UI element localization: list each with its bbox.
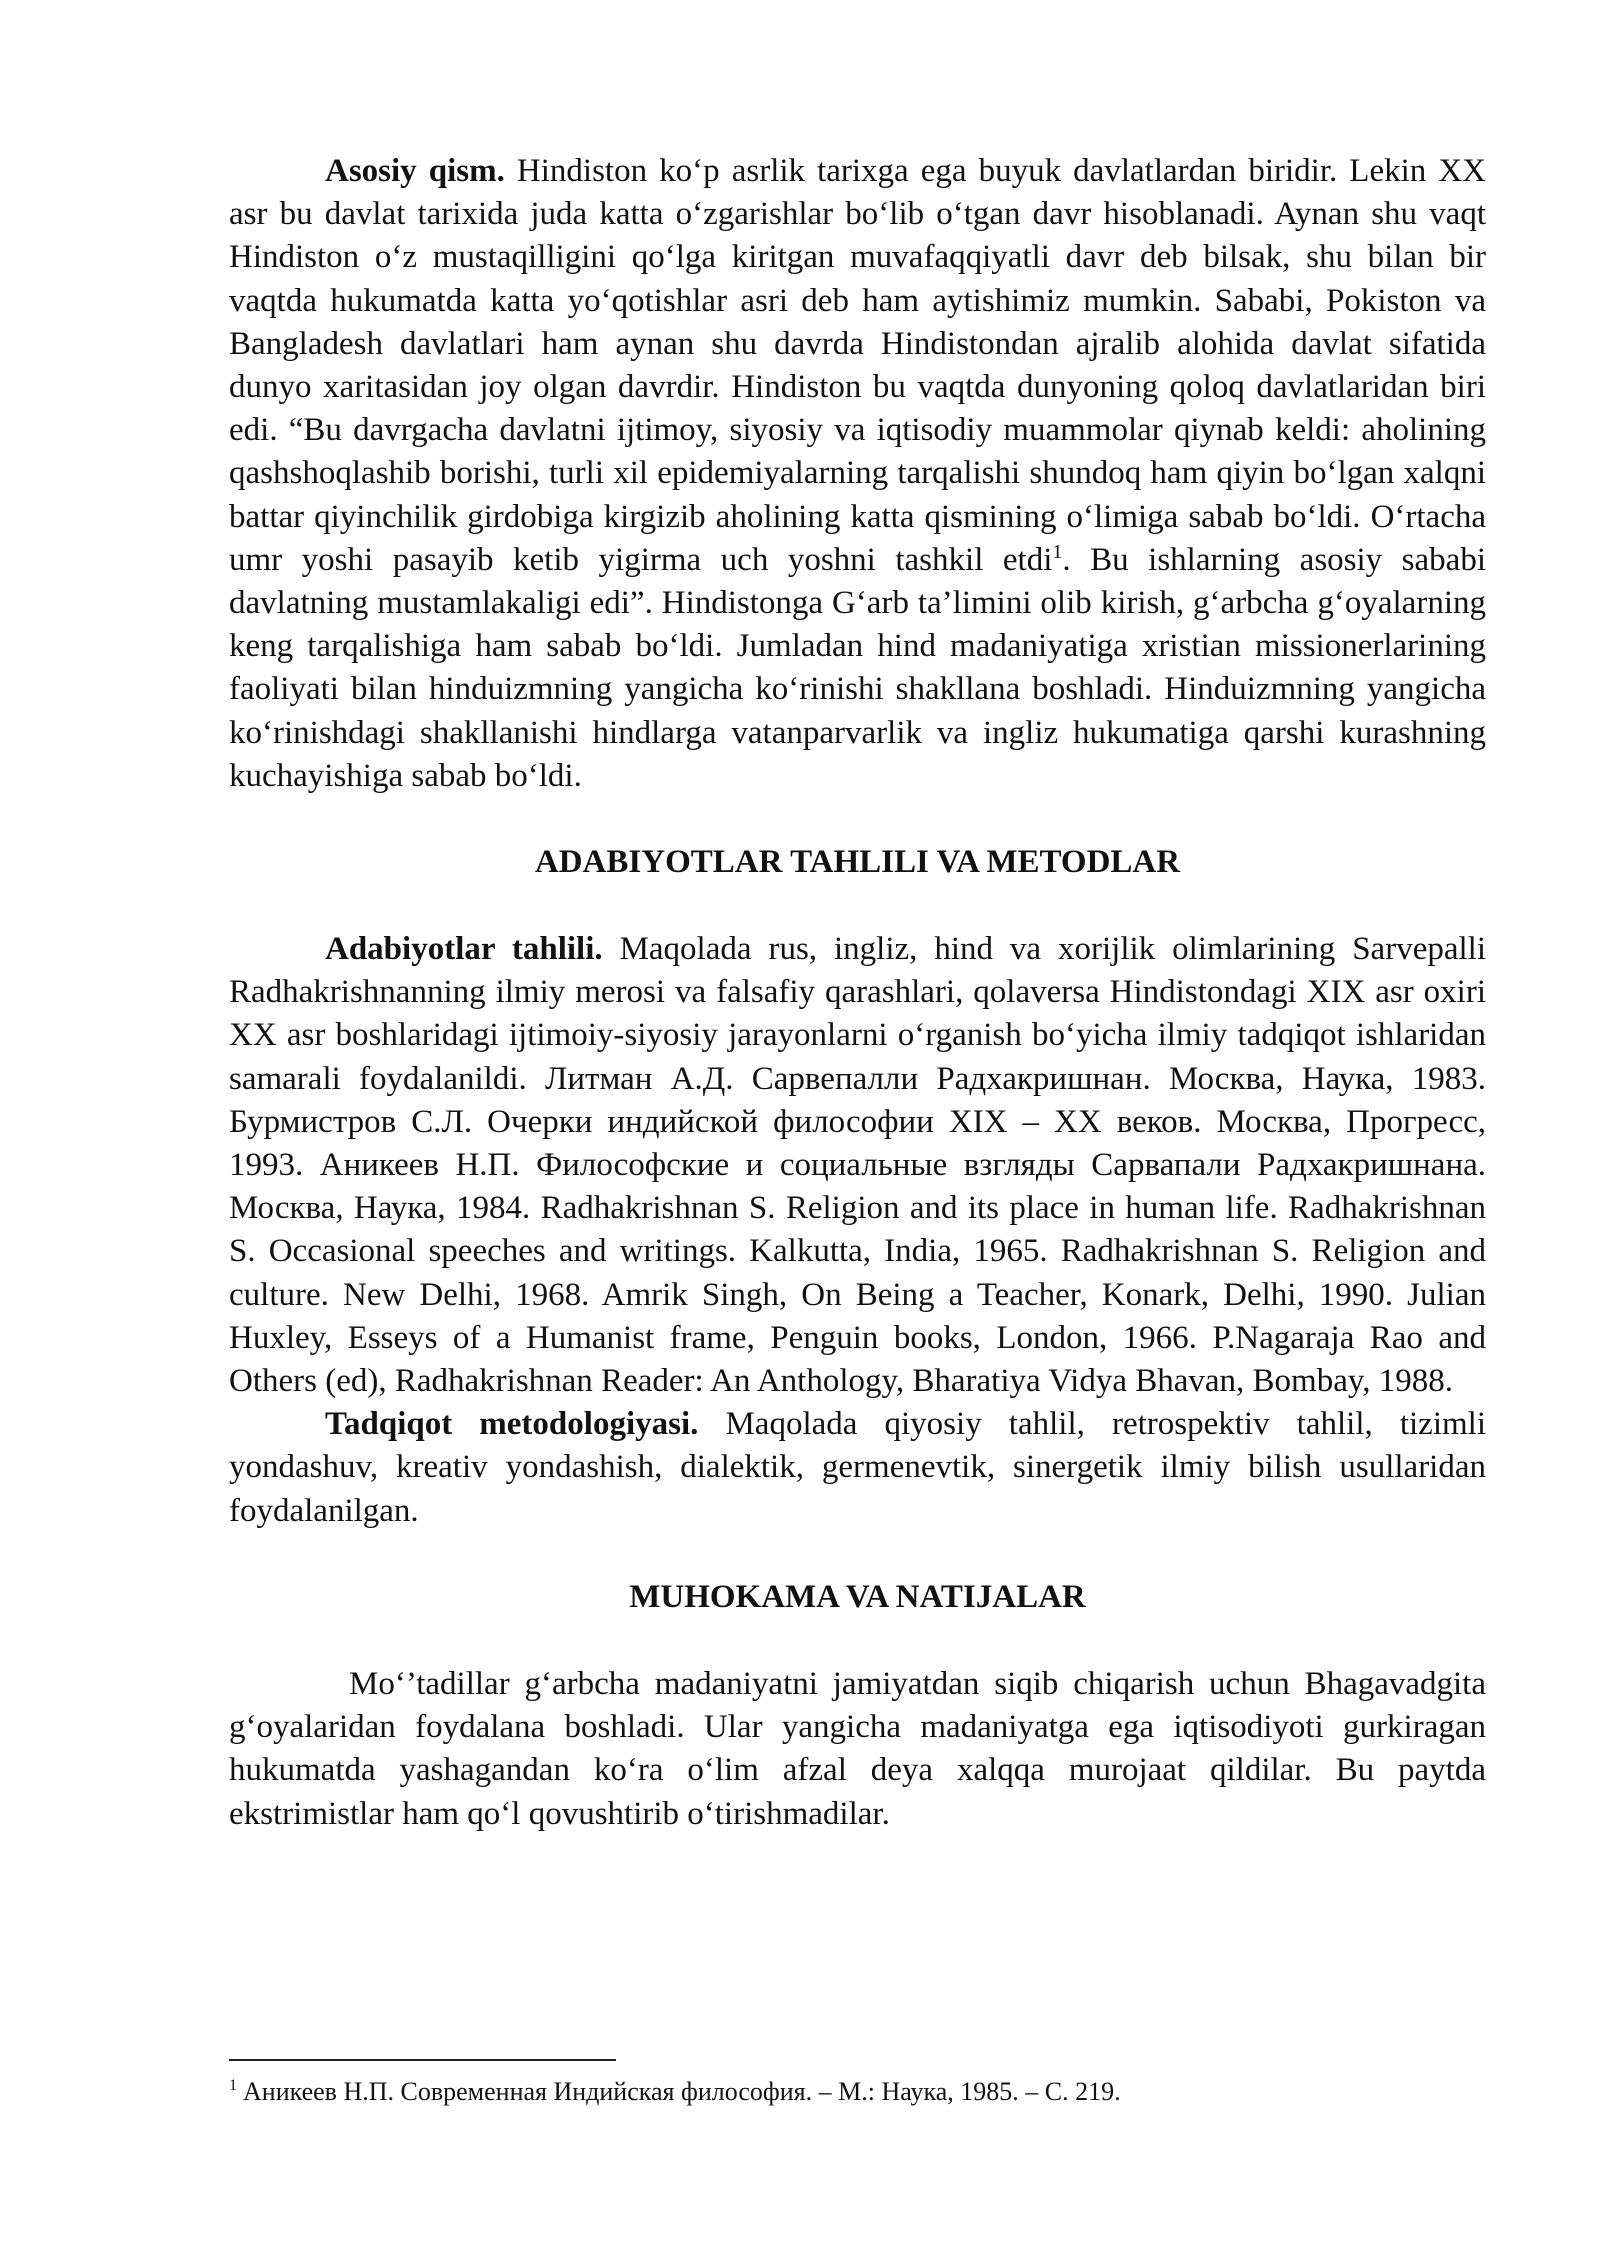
intro-paragraph (229, 150, 1486, 798)
intro-lead: Asosiy qism. (325, 153, 505, 189)
spacer (229, 1619, 1486, 1663)
footnote-separator (229, 2059, 616, 2061)
methodology-text: Maqolada qiyosiy tahlil, retrospektiv tahlil, tizimli yondashuv, kreativ yondashish, dialektik, germenevtik, sinergetik ilmiy bilish usullaridan foydalanilgan. (229, 1406, 1486, 1529)
methodology-lead: Tadqiqot metodologiyasi. (325, 1406, 699, 1443)
spacer (229, 884, 1486, 928)
footnote-reference[interactable]: 1 (1052, 540, 1063, 563)
intro-text-part1: Hindiston ko‘p asrlik tarixga ega buyuk davlatlardan biridir. Lekin XX asr bu davlat tarixida juda katta o‘zgarishlar bo‘lib o‘tgan davr hisoblanadi. Aynan shu vaqt Hindiston o‘z mustaqilligini qo‘lga kiritgan muvafaqqiyatli davr deb bilsak, shu bilan bir vaqtda hukumatda katta yo‘qotishlar asri deb ham aytishimiz mumkin. Sababi, Pokiston va Bangladesh davlatlari ham aynan shu davrda Hindistondan ajralib alohida davlat sifatida dunyo xaritasidan joy olgan davrdir. Hindiston bu vaqtda dunyoning qoloq davlatlaridan biri edi. “Bu davrgacha davlatni ijtimoy, siyosiy va iqtisodiy muammolar qiynab keldi: aholining qashshoqlashib borishi, turli xil epidemiyalarning tarqalishi shundoq ham qiyin bo‘lgan xalqni battar qiyinchilik girdobiga kirgizib aholining katta qismining o‘limiga sabab bo‘ldi. O‘rtacha umr yoshi pasayib ketib yigirma uch yoshni tashkil etdi (229, 153, 1486, 578)
page-body (229, 150, 1486, 1836)
section-heading-discussion: MUHOKAMA VA NATIJALAR (629, 1578, 1086, 1615)
literature-analysis-text: Maqolada rus, ingliz, hind va xorijlik olimlarining Sarvepalli Radhakrishnanning ilmiy merosi va falsafiy qarashlari, qolaversa Hindistondagi XIX asr oxiri XX asr boshlaridagi ijtimoiy-siyosiy jarayonlarni o‘rganish bo‘yicha ilmiy tadqiqot ishlaridan samarali foydalanildi. Литман А.Д. Сарвепалли Радхакришнан. Москва, Наука, 1983. Бурмистров С.Л. Очерки индийской философии XIX – XX веков. Москва, Прогресс, 1993. Аникеев Н.П. Философские и социальные взгляды Сарвапали Радхакришнана. Москва, Наука, 1984. Radhakrishnan S. Religion and its place in human life. Radhakrishnan S. Occasional speeches and writings. Kalkutta, India, 1965. Radhakrishnan S. Religion and culture. New Delhi, 1968. Amrik Singh, On Being a Teacher, Konark, Delhi, 1990. Julian Huxley, Esseys of a Humanist frame, Penguin books, London, 1966. P.Nagaraja Rao and Others (ed), Radhakrishnan Reader: An Anthology, Bharatiya Vidya Bhavan, Bombay, 1988. (229, 931, 1486, 1400)
literature-analysis-lead: Adabiyotlar tahlili. (325, 931, 603, 968)
literature-analysis-paragraph (229, 928, 1486, 1403)
footnote (229, 2075, 1486, 2109)
footnote-marker: 1 (229, 2077, 237, 2095)
spacer (229, 798, 1486, 841)
section-heading-literature: ADABIYOTLAR TAHLILI VA METODLAR (534, 844, 1181, 881)
discussion-text: Mo‘’tadillar g‘arbcha madaniyatni jamiyatdan siqib chiqarish uchun Bhagavadgita g‘oyalaridan foydalana boshladi. Ular yangicha madaniyatga ega iqtisodiyoti gurkiragan hukumatda yashagandan ko‘ra o‘lim afzal deya xalqqa murojaat qildilar. Bu paytda ekstrimistlar ham qo‘l qovushtirib o‘tirishmadilar. (229, 1665, 1486, 1832)
footnote-text: Аникеев Н.П. Современная Индийская философия. – М.: Наука, 1985. – С. 219. (243, 2077, 1121, 2106)
methodology-paragraph (229, 1403, 1486, 1533)
spacer (229, 1533, 1486, 1576)
intro-text-part2: . Bu ishlarning asosiy sababi davlatning mustamlakaligi edi”. Hindistonga G‘arb ta’limini olib kirish, g‘arbcha g‘oyalarning keng tarqalishiga ham sabab bo‘ldi. Jumladan hind madaniyatiga xristian missionerlarining faoliyati bilan hinduizmning yangicha ko‘rinishi shakllana boshladi. Hinduizmning yangicha ko‘rinishdagi shakllanishi hindlarga vatanparvarlik va ingliz hukumatiga qarshi kurashning kuchayishiga sabab bo‘ldi. (229, 541, 1486, 794)
discussion-paragraph (229, 1663, 1486, 1836)
